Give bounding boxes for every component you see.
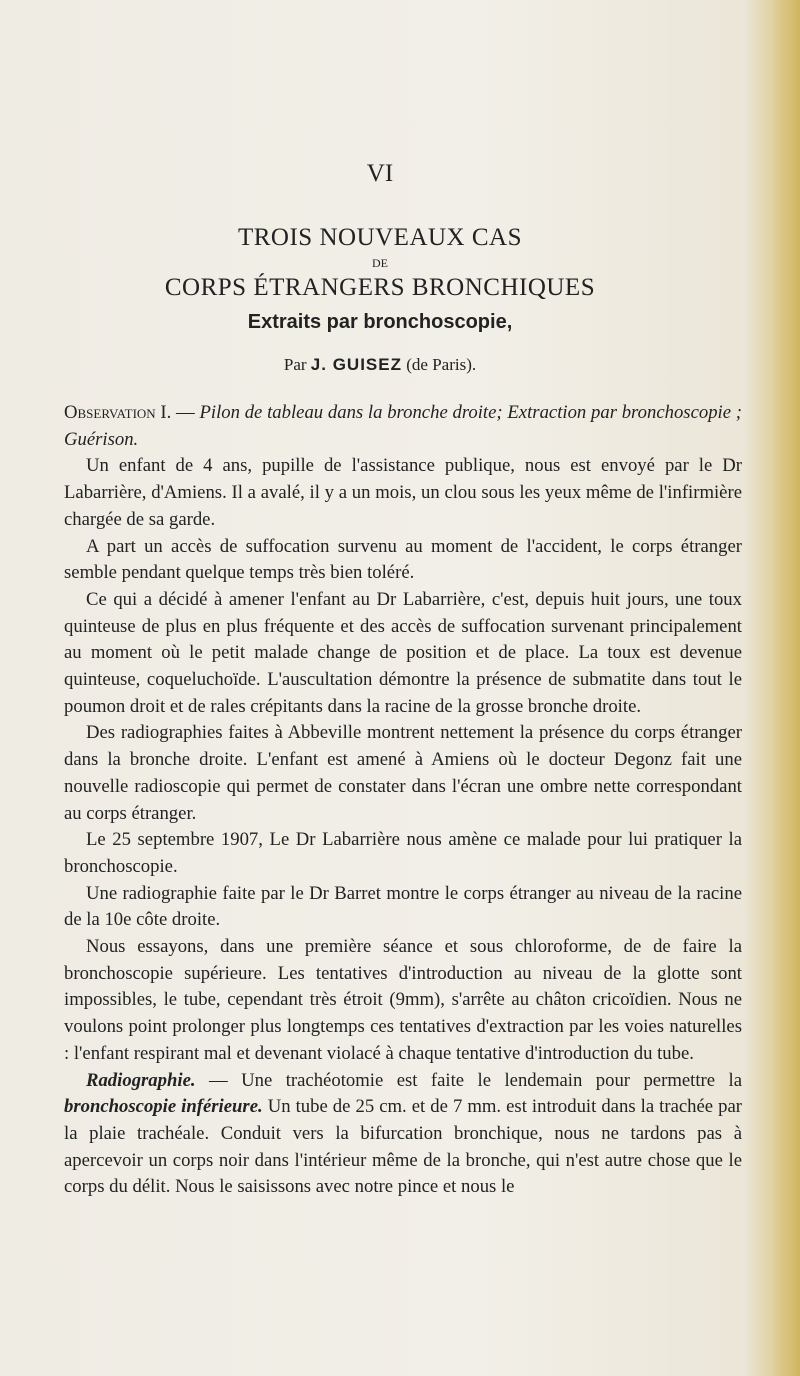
author-name: J. GUISEZ [310,355,402,374]
paragraph-7: Nous essayons, dans une première séance et sous chloroforme, de de faire la bronchoscopie supérieure. Les tentatives d'introduction au niveau de la glotte sont impossibles, le tube, cependant très étroit (9mm), s'arrête au châton cricoïdien. Nous ne voulons point prolonger plus longtemps ces tentatives d'extraction par les voies naturelles : l'enfant respirant mal et devenant violacé à chaque tentative d'introduction du tube. [64,936,742,1064]
byline [0,355,780,375]
observation-heading [64,400,742,453]
paragraph-5: Le 25 septembre 1907, Le Dr Labarrière nous amène ce malade pour lui pratiquer la bronchoscopie. [64,829,742,877]
paragraph-6: Une radiographie faite par le Dr Barret montre le corps étranger au niveau de la racine de la 10e côte droite. [64,882,742,931]
paragraph-8-a: — Une trachéotomie est faite le lendemain pour permettre la [195,1069,742,1091]
title-line-1: TROIS NOUVEAUX CAS [237,224,522,251]
byline-par: Par [283,355,307,374]
observation-label: Observation I. — [64,402,195,423]
title-connector: DE [372,256,388,270]
paragraph-8-b: Un tube de 25 cm. et de 7 mm. est introduit dans la trachée par la plaie trachéale. Conduit vers la bifurcation bronchique, nous ne tardons pas à apercevoir un corps noir dans l'intérieur même de la bronche, qui n'est autre chose que le corps du délit. Nous le saisissons avec notre pince et nous le [64,1096,743,1198]
paragraph-1: Un enfant de 4 ans, pupille de l'assistance publique, nous est envoyé par le Dr Labarrière, d'Amiens. Il a avalé, il y a un mois, un clou sous les yeux même de l'infirmière chargée de sa garde. [64,455,742,530]
title-line-2: CORPS ÉTRANGERS BRONCHIQUES [164,274,596,301]
subtitle: Extraits par bronchoscopie, [247,311,513,333]
observation-title: Pilon de tableau dans la bronche droite; [199,402,503,423]
paragraph-2: A part un accès de suffocation survenu au moment de l'accident, le corps étranger semble pendant quelque temps très bien toléré. [64,535,742,584]
radiographie-label: Radiographie. [86,1069,196,1091]
paragraph-8-emphasis: bronchoscopie inférieure. [64,1096,263,1118]
page-edge-shading [772,0,800,1376]
author-place: (de Paris). [406,355,477,374]
chapter-number: VI [366,160,394,187]
paragraph-3: Ce qui a décidé à amener l'enfant au Dr Labarrière, c'est, depuis huit jours, une toux quinteuse de plus en plus fréquente et des accès de suffocation survenant principalement au moment où le petit malade change de position et de place. La toux est devenue quinteuse, coqueluchoïde. L'auscultation démontre la présence de submatite dans tout le poumon droit et de rales crépitants dans la racine de la grosse bronche droite. [64,588,742,717]
article-body [64,400,742,1201]
paragraph-4: Des radiographies faites à Abbeville montrent nettement la présence du corps étranger dans la bronche droite. L'enfant est amené à Amiens où le docteur Degonz fait une nouvelle radioscopie qui permet de constater dans l'écran une ombre nette correspondant au corps étranger. [64,722,742,824]
paragraph-8 [64,1068,742,1202]
observation-title-2: Extraction par bronchoscopie ; Guérison. [64,402,743,450]
